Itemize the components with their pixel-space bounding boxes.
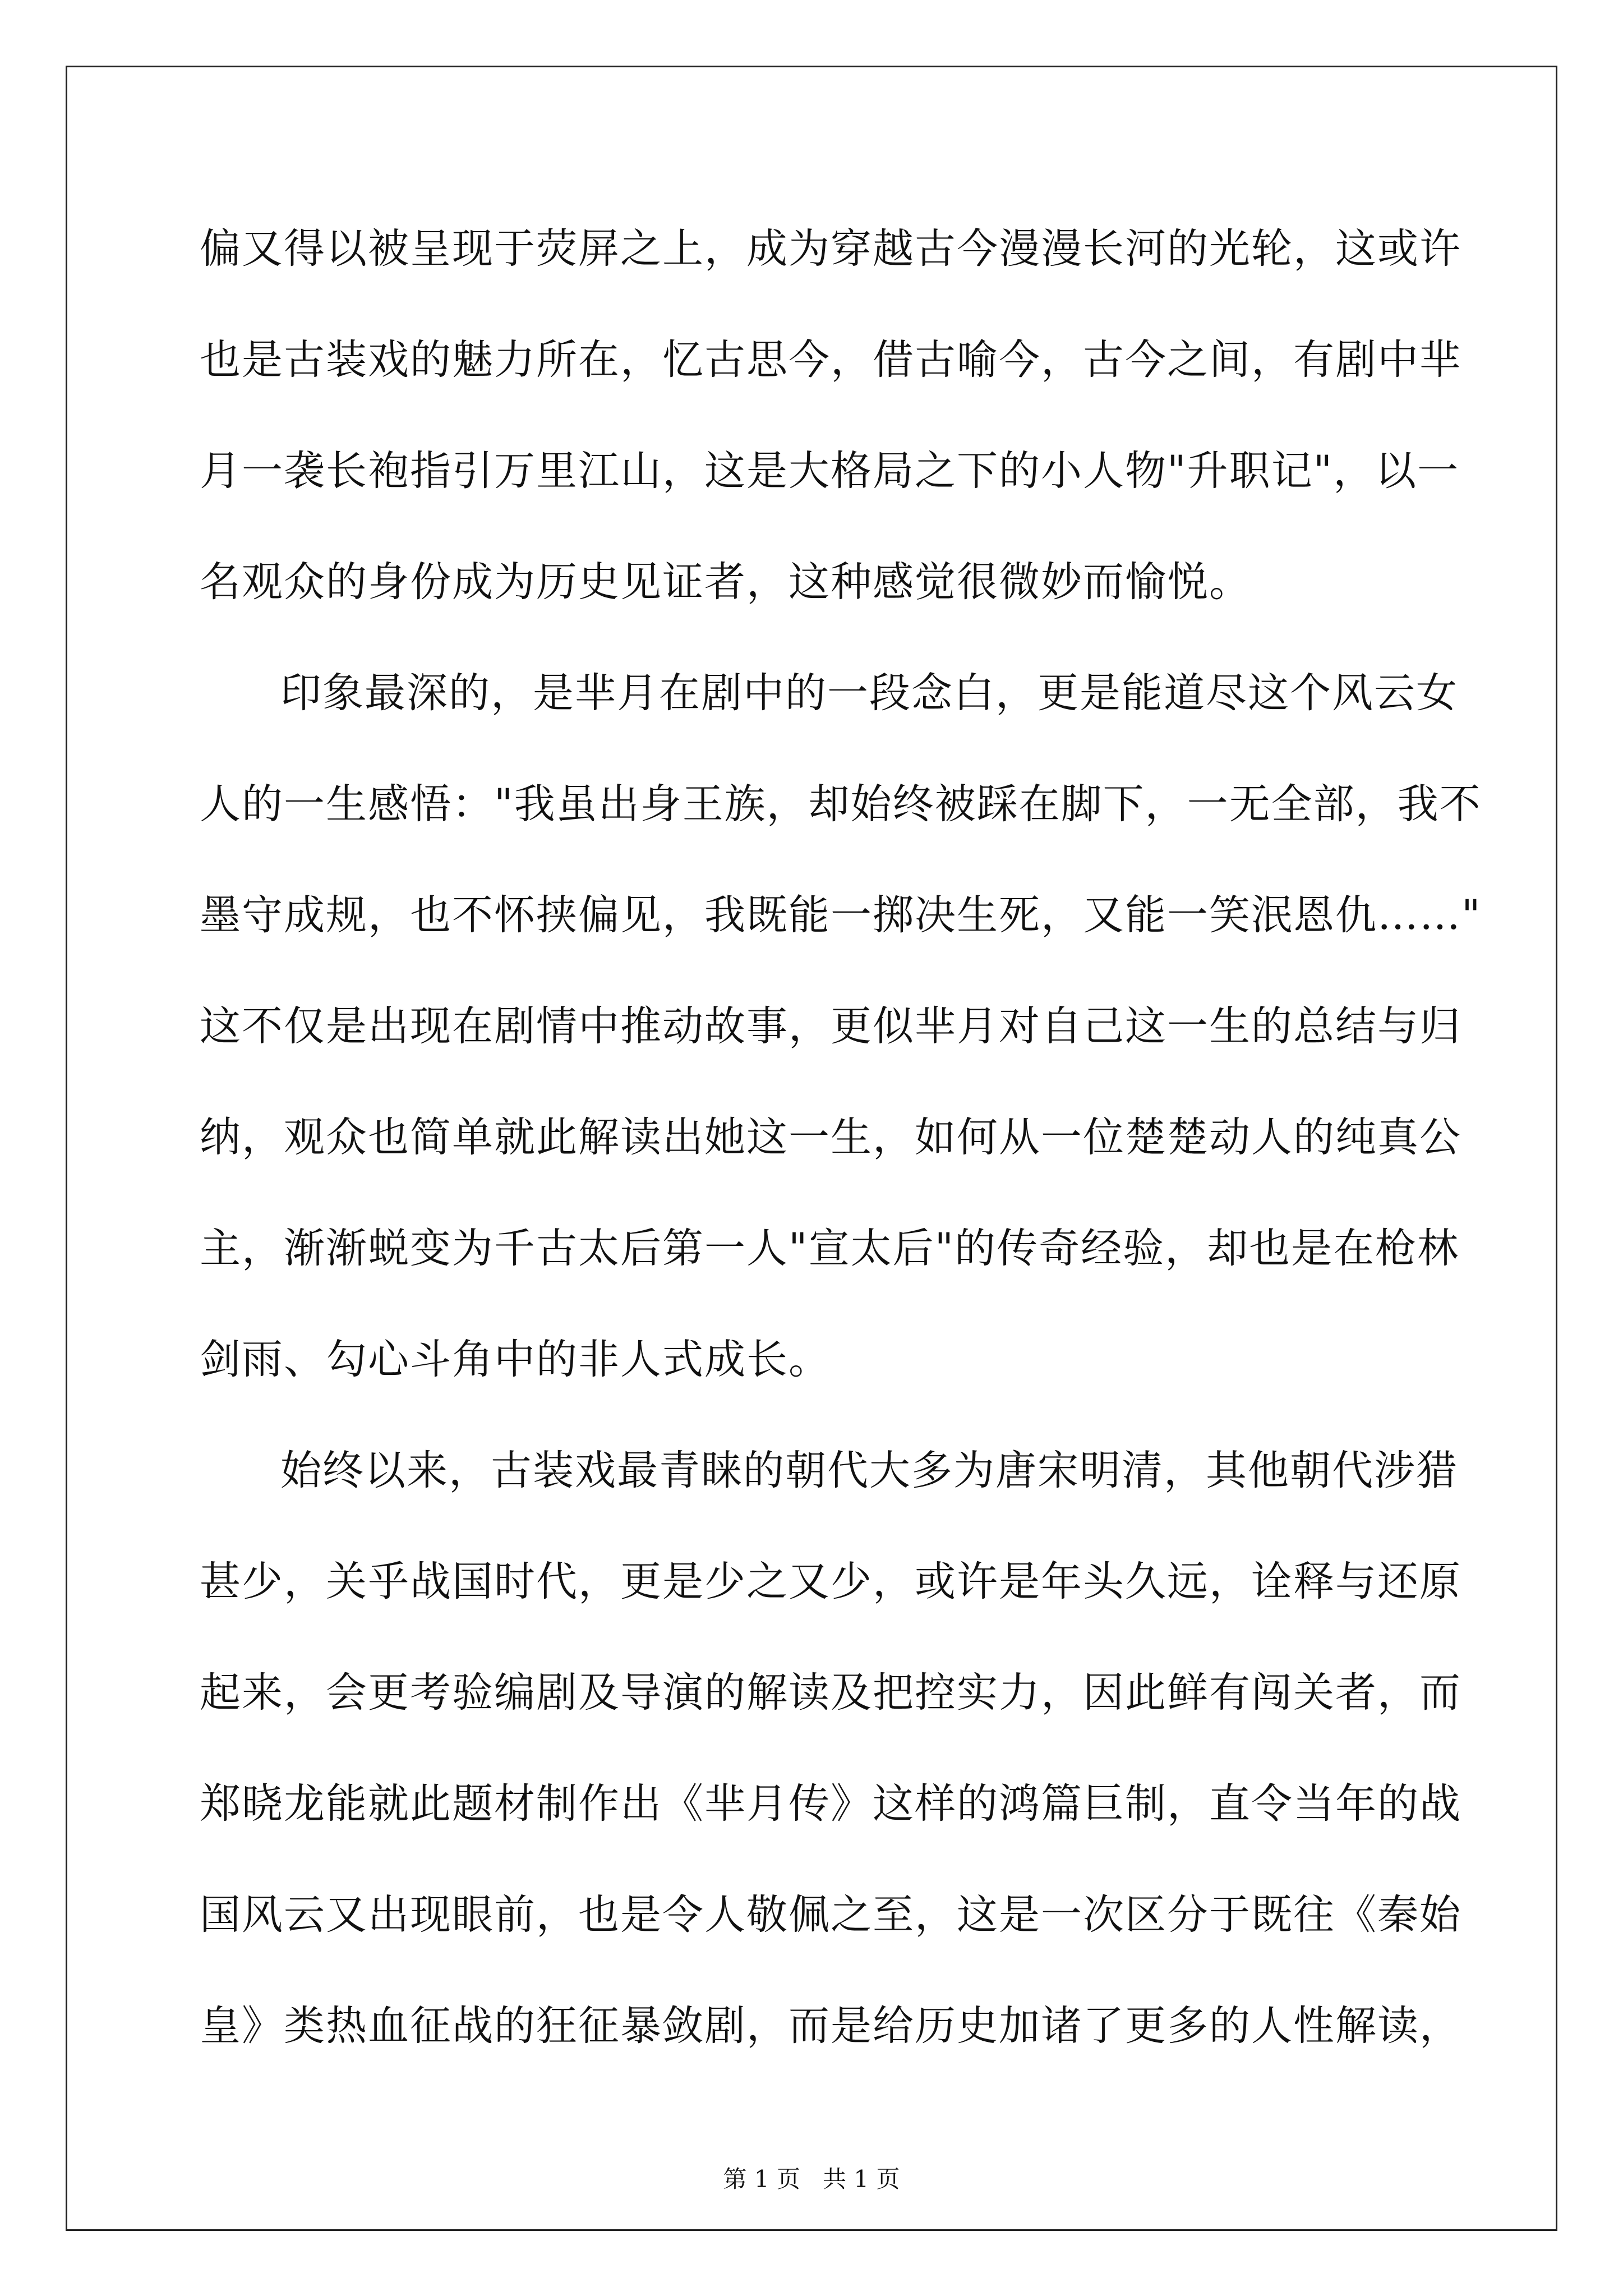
text-line: 主，渐渐蜕变为千古太后第一人"宣太后"的传奇经验，却也是在枪林: [200, 1225, 1460, 1272]
text-line: 剑雨、勾心斗角中的非人式成长。: [200, 1336, 831, 1383]
text-line: 月一袭长袍指引万里江山，这是大格局之下的小人物"升职记"，以一: [200, 447, 1460, 495]
text-line: 名观众的身份成为历史见证者，这种感觉很微妙而愉悦。: [200, 558, 1251, 606]
text-line: 郑晓龙能就此题材制作出《芈月传》这样的鸿篇巨制，直令当年的战: [200, 1780, 1461, 1828]
text-line: 皇》类热血征战的狂征暴敛剧，而是给历史加诸了更多的人性解读，: [200, 2002, 1461, 2050]
text-line: 纳，观众也简单就此解读出她这一生，如何从一位楚楚动人的纯真公: [200, 1114, 1461, 1161]
text-line: 国风云又出现眼前，也是令人敬佩之至，这是一次区分于既往《秦始: [200, 1891, 1461, 1939]
text-line: 偏又得以被呈现于荧屏之上，成为穿越古今漫漫长河的光轮，这或许: [200, 225, 1461, 273]
text-line: 这不仅是出现在剧情中推动故事，更似芈月对自己这一生的总结与归: [200, 1002, 1461, 1050]
text-line: 始终以来，古装戏最青睐的朝代大多为唐宋明清，其他朝代涉猎: [280, 1447, 1458, 1494]
text-line: 印象最深的，是芈月在剧中的一段念白，更是能道尽这个风云女: [280, 669, 1458, 717]
page-number-footer: 第 1 页 共 1 页: [723, 2165, 900, 2193]
text-line: 人的一生感悟："我虽出身王族，却始终被踩在脚下，一无全部，我不: [200, 780, 1482, 828]
text-line: 墨守成规，也不怀挟偏见，我既能一掷决生死，又能一笑泯恩仇……": [200, 891, 1482, 939]
text-line: 也是古装戏的魅力所在，忆古思今，借古喻今，古今之间，有剧中芈: [200, 336, 1461, 384]
text-line: 甚少，关乎战国时代，更是少之又少，或许是年头久远，诠释与还原: [200, 1558, 1461, 1605]
text-line: 起来，会更考验编剧及导演的解读及把控实力，因此鲜有闯关者，而: [200, 1669, 1461, 1717]
